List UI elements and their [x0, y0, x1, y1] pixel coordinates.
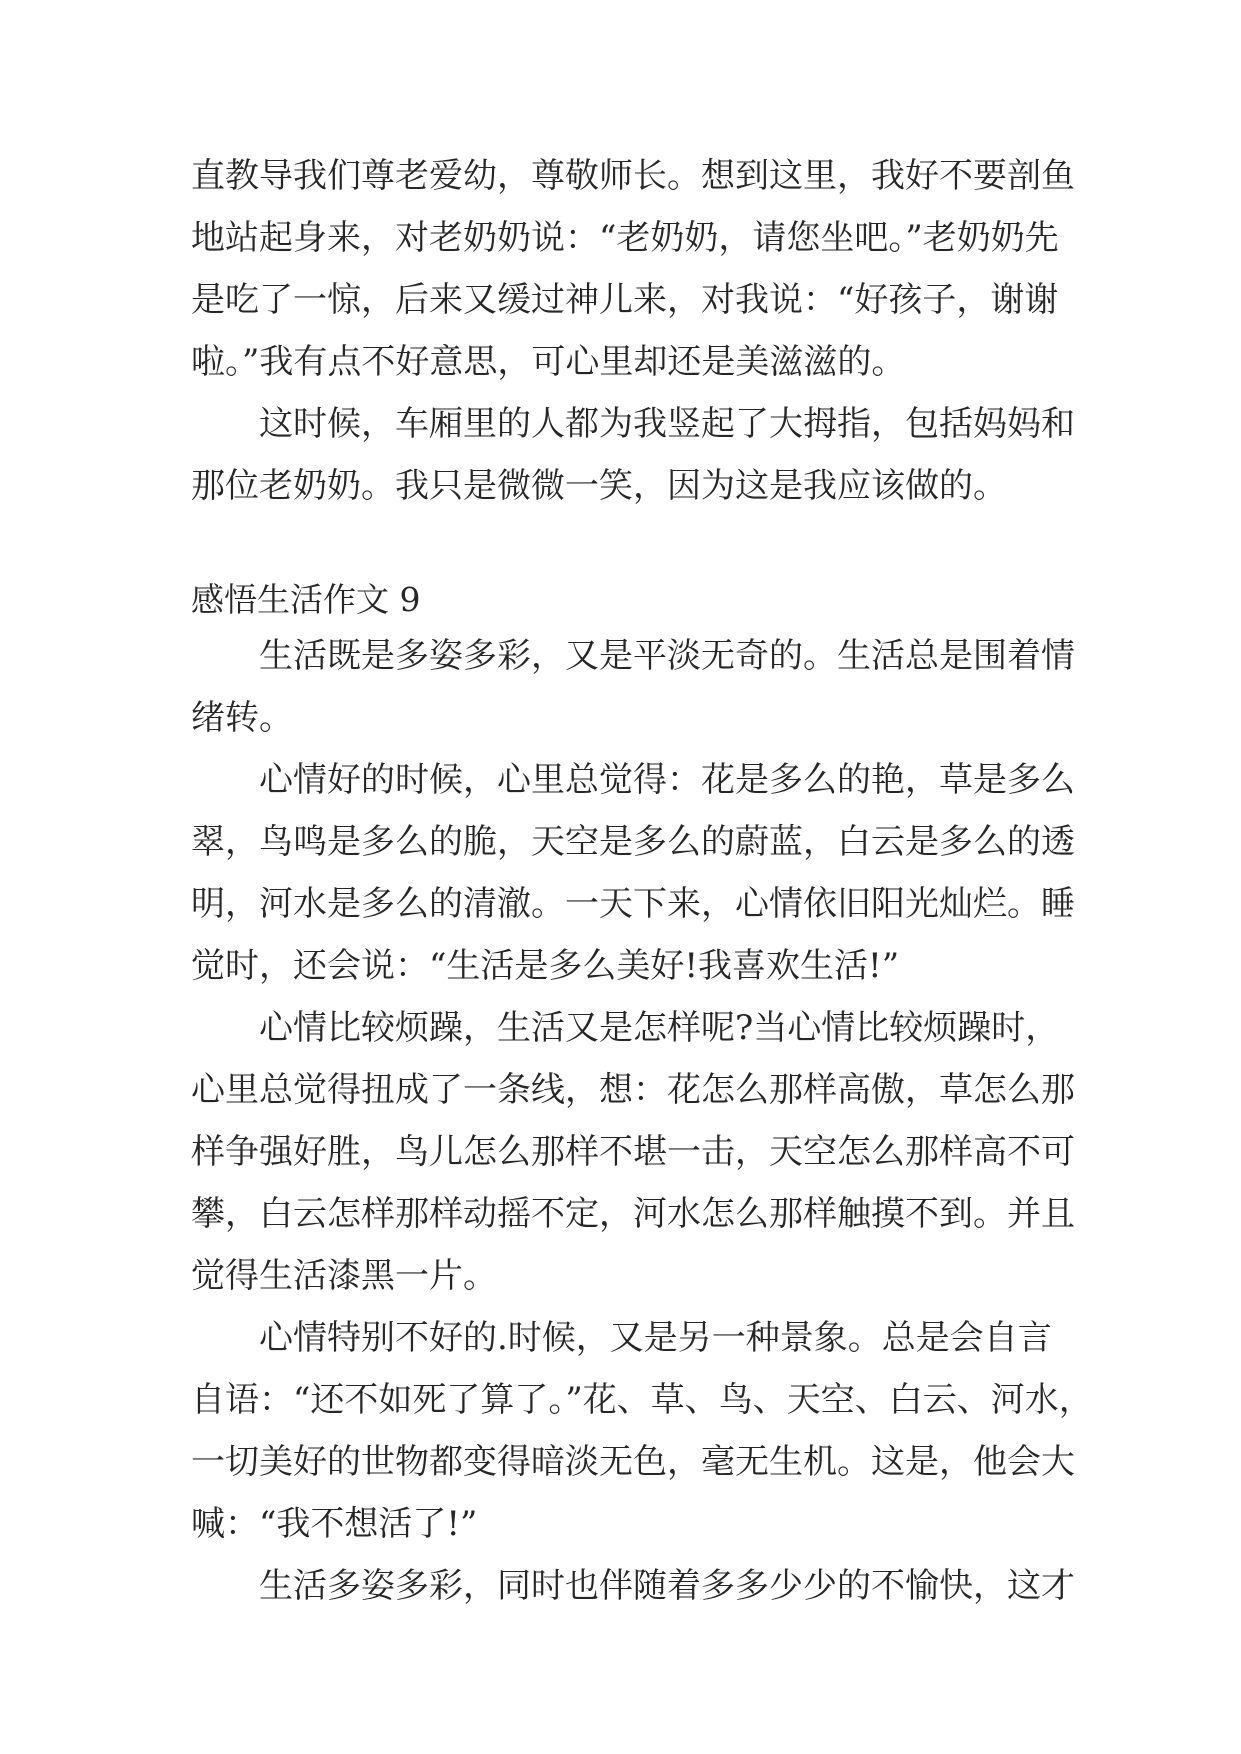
paragraph-line: 觉时，还会说：“生活是多么美好!我喜欢生活!” [191, 946, 900, 986]
paragraph-line: 绪转。 [191, 698, 293, 738]
paragraph-line: 直教导我们尊老爱幼，尊敬师长。想到这里，我好不要剖鱼 [191, 156, 1075, 196]
paragraph-line: 明，河水是多么的清澈。一天下来，心情依旧阳光灿烂。睡 [191, 884, 1075, 924]
paragraph-line: 生活既是多姿多彩，又是平淡无奇的。生活总是围着情 [259, 636, 1075, 676]
paragraph-line: 攀，白云怎样那样动摇不定，河水怎么那样触摸不到。并且 [191, 1194, 1075, 1234]
paragraph-line: 自语：“还不如死了算了。”花、草、鸟、天空、白云、河水， [191, 1380, 1093, 1420]
paragraph-line: 样争强好胜，鸟儿怎么那样不堪一击，天空怎么那样高不可 [191, 1132, 1075, 1172]
paragraph-line: 一切美好的世物都变得暗淡无色，毫无生机。这是，他会大 [191, 1442, 1075, 1482]
paragraph-line: 心情比较烦躁，生活又是怎样呢?当心情比较烦躁时， [259, 1008, 1060, 1048]
paragraph-line: 生活多姿多彩，同时也伴随着多多少少的不愉快，这才 [259, 1566, 1075, 1606]
paragraph-line: 心情好的时候，心里总觉得：花是多么的艳，草是多么 [259, 760, 1075, 800]
paragraph-line: 这时候，车厢里的人都为我竖起了大拇指，包括妈妈和 [259, 404, 1075, 444]
paragraph-line: 心情特别不好的.时候，又是另一种景象。总是会自言 [259, 1318, 1052, 1358]
paragraph-line: 啦。”我有点不好意思，可心里却还是美滋滋的。 [191, 342, 906, 382]
paragraph-line: 心里总觉得扭成了一条线，想：花怎么那样高傲，草怎么那 [191, 1070, 1075, 1110]
paragraph-line: 喊：“我不想活了!” [191, 1504, 478, 1544]
paragraph-line: 地站起身来，对老奶奶说：“老奶奶，请您坐吧。”老奶奶先 [191, 218, 1059, 258]
paragraph-line: 那位老奶奶。我只是微微一笑，因为这是我应该做的。 [191, 466, 1007, 506]
section-heading: 感悟生活作文 9 [191, 580, 421, 619]
paragraph-line: 翠，鸟鸣是多么的脆，天空是多么的蔚蓝，白云是多么的透 [191, 822, 1075, 862]
paragraph-line: 是吃了一惊，后来又缓过神儿来，对我说：“好孩子，谢谢 [191, 280, 1059, 320]
paragraph-line: 觉得生活漆黑一片。 [191, 1256, 497, 1296]
